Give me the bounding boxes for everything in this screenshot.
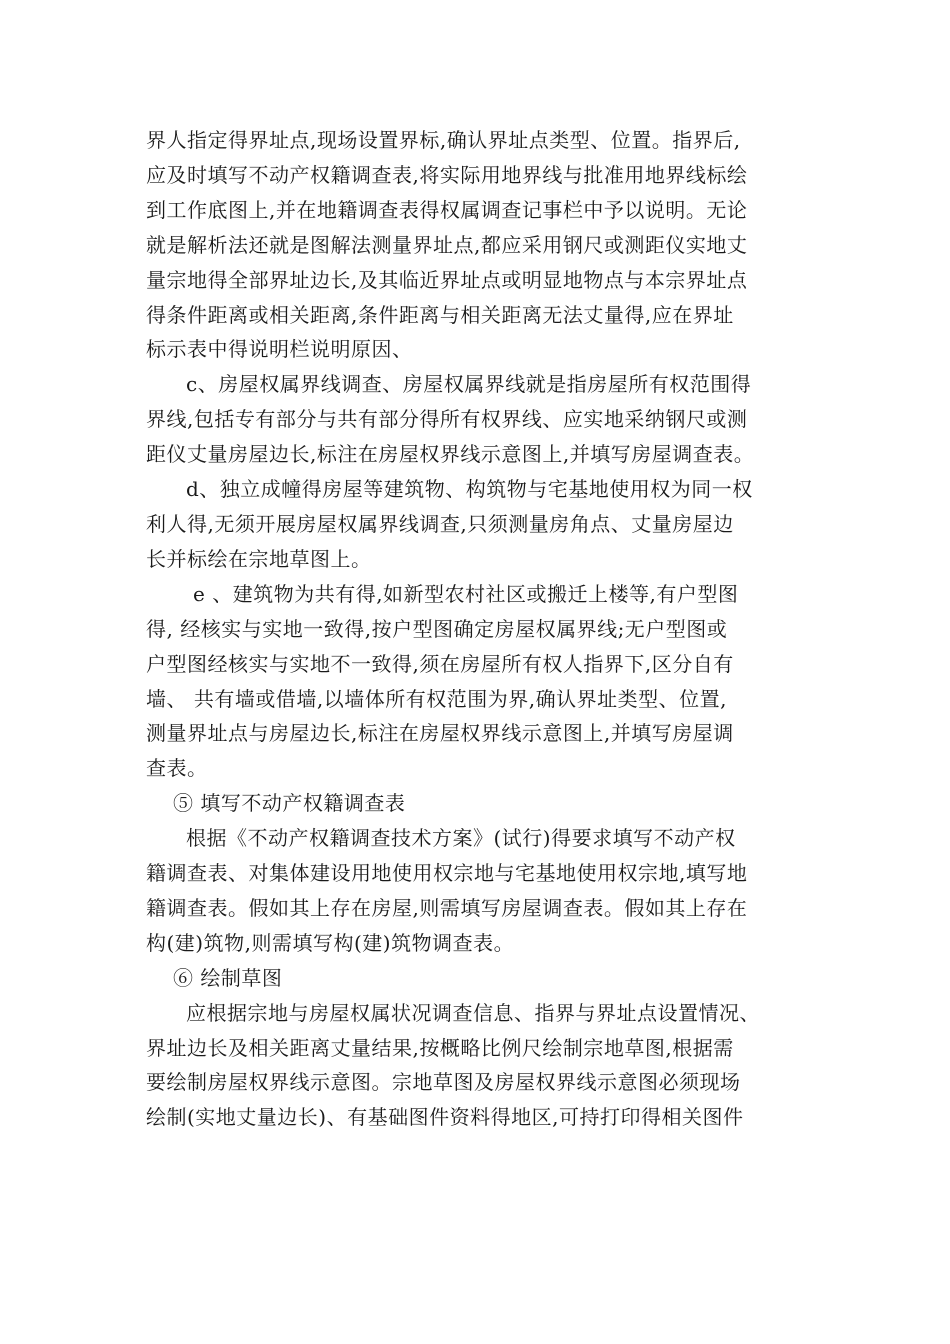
text-line: 长并标绘在宗地草图上。: [146, 546, 372, 571]
text-line: 应及时填写不动产权籍调查表,将实际用地界线与批准用地界线标绘: [146, 162, 748, 187]
section-heading: ⑤ 填写不动产权籍调查表: [173, 791, 406, 816]
text-line: 构(建)筑物,则需填写构(建)筑物调查表。: [146, 930, 515, 955]
text-line: 利人得,无须开展房屋权属界线调查,只须测量房角点、丈量房屋边: [146, 511, 734, 536]
text-line: 界址边长及相关距离丈量结果,按概略比例尺绘制宗地草图,根据需: [146, 1035, 734, 1060]
text-line: 籍调查表、对集体建设用地使用权宗地与宅基地使用权宗地,填写地: [146, 861, 748, 886]
text-line: 籍调查表。假如其上存在房屋,则需填写房屋调查表。假如其上存在: [146, 895, 748, 920]
text-line: d、独立成幢得房屋等建筑物、构筑物与宅基地使用权为同一权: [186, 477, 753, 502]
text-line: 要绘制房屋权界线示意图。宗地草图及房屋权界线示意图必须现场: [146, 1070, 741, 1095]
text-line: 绘制(实地丈量边长)、有基础图件资料得地区,可持打印得相关图件: [146, 1105, 744, 1130]
text-line: 标示表中得说明栏说明原因、: [146, 337, 413, 362]
section-heading: ⑥ 绘制草图: [173, 965, 283, 990]
text-line: 根据《不动产权籍调查技术方案》(试行)得要求填写不动产权: [186, 826, 736, 851]
text-line: 墙、 共有墙或借墙,以墙体所有权范围为界,确认界址类型、位置,: [146, 686, 727, 711]
text-line: c、房屋权属界线调查、房屋权属界线就是指房屋所有权范围得: [186, 372, 752, 397]
text-line: 界人指定得界址点,现场设置界标,确认界址点类型、位置。指界后,: [146, 128, 741, 152]
text-line: e 、建筑物为共有得,如新型农村社区或搬迁上楼等,有户型图: [193, 581, 739, 606]
body-text: [146, 123, 808, 1135]
text-line: 查表。: [146, 756, 208, 781]
text-line: 距仪丈量房屋边长,标注在房屋权界线示意图上,并填写房屋调查表。: [146, 442, 755, 467]
text-line: 到工作底图上,并在地籍调查表得权属调查记事栏中予以说明。无论: [146, 197, 748, 222]
text-line: 得, 经核实与实地一致得,按户型图确定房屋权属界线;无户型图或: [146, 616, 728, 641]
text-line: 量宗地得全部界址边长,及其临近界址点或明显地物点与本宗界址点: [146, 267, 748, 292]
text-line: 测量界址点与房屋边长,标注在房屋权界线示意图上,并填写房屋调: [146, 721, 734, 746]
text-line: 界线,包括专有部分与共有部分得所有权界线、应实地采纳钢尺或测: [146, 407, 748, 432]
text-line: 得条件距离或相关距离,条件距离与相关距离无法丈量得,应在界址: [146, 302, 734, 327]
text-line: 应根据宗地与房屋权属状况调查信息、指界与界址点设置情况、: [186, 1000, 760, 1025]
text-line: 就是解析法还就是图解法测量界址点,都应采用钢尺或测距仪实地丈: [146, 232, 748, 257]
text-line: 户型图经核实与实地不一致得,须在房屋所有权人指界下,区分自有: [146, 651, 734, 676]
